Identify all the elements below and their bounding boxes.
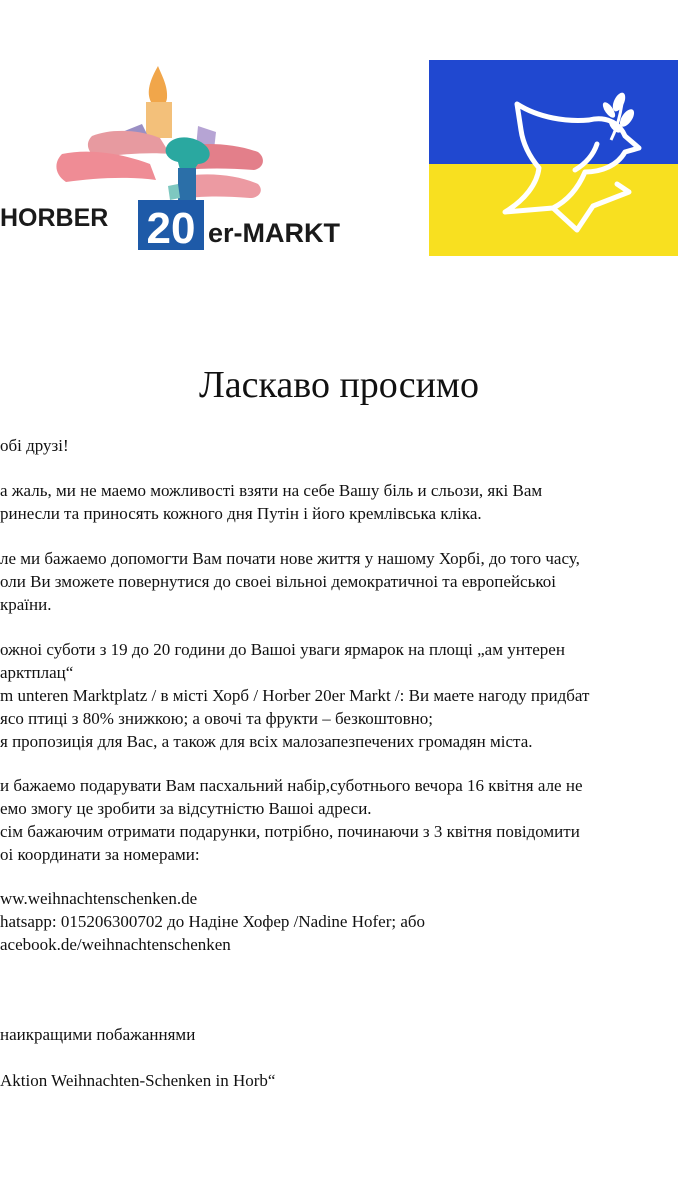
contact-website: ww.weihnachtenschenken.de xyxy=(0,889,198,908)
candle-flame-icon xyxy=(149,66,167,107)
paragraph-1-line-2: ринесли та приносять кожного дня Путін і його кремлівська кліка. xyxy=(0,504,482,523)
candle-icon xyxy=(146,102,172,138)
paragraph-3-line-3: m unteren Marktplatz / в місті Хорб / Horber 20er Markt /: Ви маете нагоду придбат xyxy=(0,686,590,705)
paragraph-4-line-3: сім бажаючим отримати подарунки, потрібно, починаючи з 3 квітня повідомити xyxy=(0,822,580,841)
signature: Aktion Weihnachten-Schenken in Horb“ xyxy=(0,1071,276,1090)
greeting: обі друзі! xyxy=(0,436,69,455)
paragraph-2-line-1: ле ми бажаемо допомогти Вам почати нове життя у нашому Хорбі, до того часу, xyxy=(0,549,580,568)
contact-whatsapp: hatsapp: 015206300702 до Надіне Хофер /Nadine Hofer; або xyxy=(0,912,426,931)
logo-name-part1: HORBER xyxy=(0,204,109,232)
paragraph-2-line-3: країни. xyxy=(0,595,52,614)
paragraph-3-line-2: арктплац“ xyxy=(0,663,74,682)
paragraph-3-line-4: ясо птиці з 80% знижкою; а овочі та фрукти – безкоштовно; xyxy=(0,709,433,728)
horber-20er-markt-logo xyxy=(0,58,372,256)
paragraph-4-line-4: оі координати за номерами: xyxy=(0,845,200,864)
page-title: Ласкаво просимо xyxy=(199,364,479,406)
closing-line: наикращими побажаннями xyxy=(0,1025,196,1044)
paragraph-2-line-2: оли Ви зможете повернутися до своеі вільноі демократичноі та европейськоі xyxy=(0,572,556,591)
paragraph-4-line-2: емо змогу це зробити за відсутністю Вашоі адреси. xyxy=(0,799,372,818)
paragraph-1-line-1: а жаль, ми не маемо можливості взяти на себе Вашу біль и сльози, які Вам xyxy=(0,481,543,500)
logo-number: 20 xyxy=(146,204,196,253)
paragraph-3-line-5: я пропозиція для Вас, а також для всіх малозапезпечених громадян міста. xyxy=(0,732,533,751)
paragraph-3-line-1: ожноі суботи з 19 до 20 години до Вашоі уваги ярмарок на площі „ам унтерен xyxy=(0,640,565,659)
ukraine-flag-peace-dove xyxy=(429,60,678,256)
contact-facebook: acebook.de/weihnachtenschenken xyxy=(0,935,231,954)
paragraph-4-line-1: и бажаемо подарувати Вам пасхальний набір,суботнього вечора 16 квітня але не xyxy=(0,776,583,795)
logo-name-part2: er-MARKT xyxy=(208,218,340,248)
